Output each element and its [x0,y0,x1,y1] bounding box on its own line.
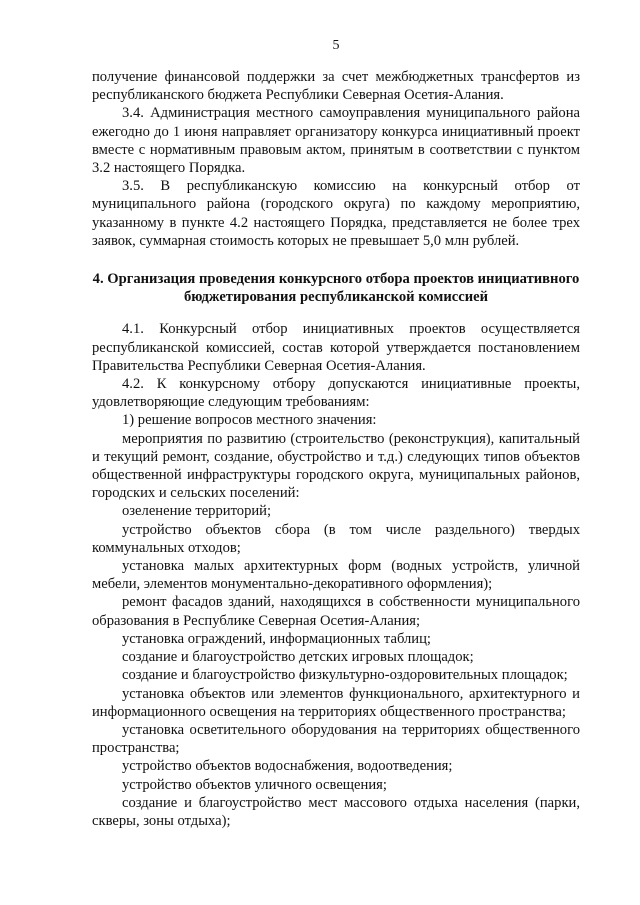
list-item: установка объектов или элементов функционального, архитектурного и информационного освещения на территориях общественного пространства; [92,685,580,720]
list-item-1: 1) решение вопросов местного значения: [122,412,377,429]
list-item: создание и благоустройство физкультурно-оздоровительных площадок; [122,667,568,684]
list-item: ремонт фасадов зданий, находящихся в собственности муниципального образования в Республике Северная Осетия-Алания; [92,594,580,629]
paragraph-4-2: 4.2. К конкурсному отбору допускаются инициативные проекты, удовлетворяющие следующим требованиям: [92,376,580,411]
spacer [92,306,580,320]
section-heading-4: 4. Организация проведения конкурсного отбора проектов инициативного бюджетирования республиканской комиссией [92,271,580,306]
list-item: устройство объектов сбора (в том числе раздельного) твердых коммунальных отходов; [92,521,580,556]
list-item: создание и благоустройство детских игровых площадок; [122,649,474,666]
paragraph-continuation: получение финансовой поддержки за счет межбюджетных трансфертов из республиканского бюджета Республики Северная Осетия-Алания. [92,69,580,104]
paragraph-3-5: 3.5. В республиканскую комиссию на конкурсный отбор от муниципального района (городского округа) по каждому мероприятию, указанному в пункте 4.2 настоящего Порядка, представляется не более трех заявок, суммарная стоимость которых не превышает 5,0 млн рублей. [92,178,580,249]
list-item: установка малых архитектурных форм (водных устройств, уличной мебели, элементов монументально-декоративного оформления); [92,558,580,593]
list-item: установка осветительного оборудования на территориях общественного пространства; [92,721,580,757]
paragraph-3-4: 3.4. Администрация местного самоуправления муниципального района ежегодно до 1 июня направляет организатору конкурса инициативный проект вместе с нормативным правовым актом, принятым в соответствии с пунктом 3.2 настоящего Порядка. [92,105,580,177]
list-item: устройство объектов уличного освещения; [122,776,387,793]
spacer [92,250,580,270]
list-item: установка ограждений, информационных таблиц; [122,630,431,647]
list-item: озеленение территорий; [122,503,272,520]
page-number: 5 [332,38,340,53]
paragraph-measures: мероприятия по развитию (строительство (реконструкция), капитальный и текущий ремонт, создание, обустройство и т.д.) следующих типов объектов общественной инфраструктуры городского округа, муниципальных районов, городских и сельских поселений: [92,430,580,502]
paragraph-4-1: 4.1. Конкурсный отбор инициативных проектов осуществляется республиканской комиссией, состав которой утверждается постановлением Правительства Республики Северная Осетия-Алания. [92,321,580,374]
list-item: создание и благоустройство мест массового отдыха населения (парки, скверы, зоны отдыха); [92,794,580,829]
list-item: устройство объектов водоснабжения, водоотведения; [122,758,453,775]
document-body [92,68,580,830]
